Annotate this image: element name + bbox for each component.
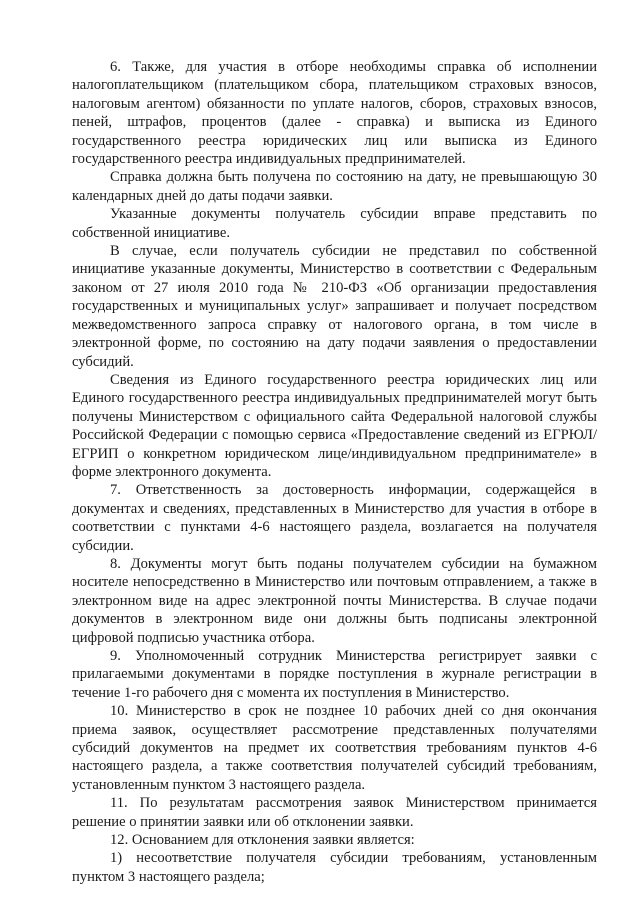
paragraph-own-initiative: Указанные документы получатель субсидии вправе представить по собственной инициативе. xyxy=(72,206,597,241)
paragraph-12: 12. Основанием для отклонения заявки является: xyxy=(110,832,415,849)
paragraph-6: 6. Также, для участия в отборе необходимы справка об исполнении налогоплательщиком (плательщиком сбора, плательщиком страховых взносов, налоговым агентом) обязанности по уплате налогов, сборов, страховых взносов, пеней, штрафов, процентов (далее - справка) и выписка из Единого государственного реестра юридических лиц или выписка из Единого государственного реестра индивидуальных предпринимателей. xyxy=(72,59,597,168)
paragraph-certificate-validity: Справка должна быть получена по состоянию на дату, не превышающую 30 календарных дней до даты подачи заявки. xyxy=(72,169,597,204)
document-page xyxy=(72,58,597,886)
paragraph-registry-info: Сведения из Единого государственного реестра юридических лиц или Единого государственного реестра индивидуальных предпринимателей могут быть получены Министерством с официального сайта Федеральной налоговой службы Российской Федерации с помощью сервиса «Предоставление сведений из ЕГРЮЛ/ЕГРИП о конкретном юридическом лице/индивидуальном предпринимателе» в форме электронного документа. xyxy=(72,371,597,480)
paragraph-10: 10. Министерство в срок не позднее 10 рабочих дней со дня окончания приема заявок, осуществляет рассмотрение представленных получателями субсидий документов на предмет их соответствия требованиям пунктов 4-6 настоящего раздела, а также соответствия получателей субсидий требованиям, установленным пунктом 3 настоящего раздела. xyxy=(72,703,597,793)
paragraph-9: 9. Уполномоченный сотрудник Министерства регистрирует заявки с прилагаемыми документами в порядке поступления в журнале регистрации в течение 1-го рабочего дня с момента их поступления в Министерство. xyxy=(72,648,597,701)
paragraph-7: 7. Ответственность за достоверность информации, содержащейся в документах и сведениях, представленных в Министерство для участия в отборе в соответствии с пунктами 4-6 настоящего раздела, возлагается на получателя субсидии. xyxy=(72,482,597,554)
paragraph-8: 8. Документы могут быть поданы получателем субсидии на бумажном носителе непосредственно в Министерство или почтовым отправлением, а также в электронном виде на адрес электронной почты Министерства. В случае подачи документов в электронном виде они должны быть подписаны электронной цифровой подписью участника отбора. xyxy=(72,555,597,646)
paragraph-interagency-request: В случае, если получатель субсидии не представил по собственной инициативе указанные документы, Министерство в соответствии с Федеральным законом от 27 июля 2010 года № 210-ФЗ «Об организации предоставления государственных и муниципальных услуг» запрашивает и получает посредством межведомственного запроса справку от налогового органа, в том числе в электронной форме, по состоянию на дату подачи заявления о предоставлении субсидий. xyxy=(72,243,597,370)
paragraph-11: 11. По результатам рассмотрения заявок Министерством принимается решение о принятии заявки или об отклонении заявки. xyxy=(72,795,597,830)
paragraph-12-item-1: 1) несоответствие получателя субсидии требованиям, установленным пунктом 3 настоящего раздела; xyxy=(72,850,597,885)
